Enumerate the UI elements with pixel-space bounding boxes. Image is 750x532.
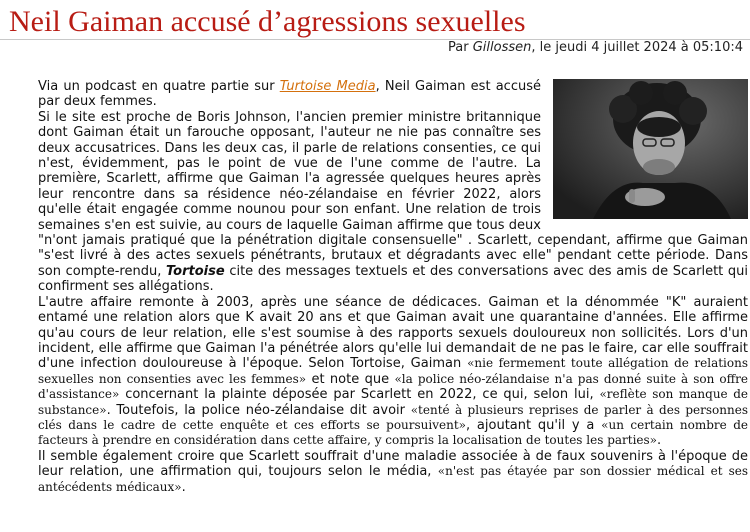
paragraph-intro: Via un podcast en quatre partie sur Turtoise Media, Neil Gaiman est accusé par deux femmes.: [38, 79, 541, 110]
turtoise-media-link[interactable]: Turtoise Media: [279, 79, 376, 94]
byline: [448, 40, 743, 55]
paragraph-conclusion: Il semble également croire que Scarlett souffrait d'une maladie associée à de faux souvenirs à l'époque de leur relation, une affirmation qui, toujours selon le média, «n'est pas étayée par son dossier médical et ses antécédents médicaux».: [38, 448, 748, 495]
quote-3: «reflète son manque de substance»: [38, 387, 748, 417]
quote-6: «n'est pas étayée par son dossier médical et ses antécédents médicaux»: [38, 464, 748, 494]
article-title: Neil Gaiman accusé d’agressions sexuelles: [9, 5, 526, 38]
author-photo: [553, 79, 748, 219]
quote-1: «nie fermement toute allégation de relations sexuelles non consenties avec les femmes»: [38, 356, 748, 386]
article-body: [38, 79, 748, 495]
paragraph-k: L'autre affaire remonte à 2003, après une séance de dédicaces. Gaiman et la dénommée "K" auraient entamé une relation alors que K avait 20 ans et que Gaiman avait une quarantaine d'années. Elle affirme qu'au cours de leur relation, elle s'est soumise à des rapports sexuels douloureux non sollicités. Lors d'un incident, elle affirme que Gaiman l'a pénétrée alors qu'elle lui demandait de ne pas le faire, car elle souffrait d'une infection douloureuse à l'époque. Selon Tortoise, Gaiman «nie fermement toute allégation de relations sexuelles non consenties avec les femmes» et note que «la police néo-zélandaise n'a pas donné suite à son offre d'assistance» concernant la plainte déposée par Scarlett en 2022, ce qui, selon lui, «reflète son manque de substance». Toutefois, la police néo-zélandaise dit avoir «tenté à plusieurs reprises de parler à des personnes clés dans le cadre de cette enquête et ces efforts se poursuivent», ajoutant qu'il y a «un certain nombre de facteurs à prendre en considération dans cette affaire, y compris la localisation de toutes les parties».: [38, 294, 749, 449]
byline-author[interactable]: Gillossen: [472, 40, 532, 55]
quote-2: «la police néo-zélandaise n'a pas donné suite à son offre d'assistance»: [38, 371, 749, 402]
quote-4: «tenté à plusieurs reprises de parler à des personnes clés dans le cadre de cette enquête et ces efforts se poursuivent»: [38, 402, 748, 432]
quote-5: «un certain nombre de facteurs à prendre en considération dans cette affaire, y compris la localisation de toutes les parties»: [38, 417, 749, 448]
byline-date: , le jeudi 4 juillet 2024 à 05:10:4: [531, 40, 743, 55]
paragraph-scarlett: Si le site est proche de Boris Johnson, l'ancien premier ministre britannique dont Gaiman était un farouche opposant, l'auteur ne nie pas connaître ses deux accusatrices. Dans les deux cas, il parle de relations consenties, ce qui n'est, évidemment, pas le point de vue de l'une comme de l'autre. La première, Scarlett, affirme que Gaiman l'a agressée quelques heures après leur rencontre dans sa résidence néo-zélandaise en février 2022, alors qu'elle était engagée comme nounou pour son enfant. Une relation de trois semaines s'en est suivie, au cours de laquelle Gaiman affirme que tous deux "n'ont jamais pratiqué que la pénétration digitale consensuelle" . Scarlett, cependant, affirme que Gaiman "s'est livré à des actes sexuels pénétrants, brutaux et dégradants avec elle" pendant cette période. Dans son compte-rendu, Tortoise cite des messages textuels et des conversations avec des amis de Scarlett qui confirment ses allégations.: [38, 109, 749, 295]
byline-prefix: Par: [448, 40, 473, 55]
